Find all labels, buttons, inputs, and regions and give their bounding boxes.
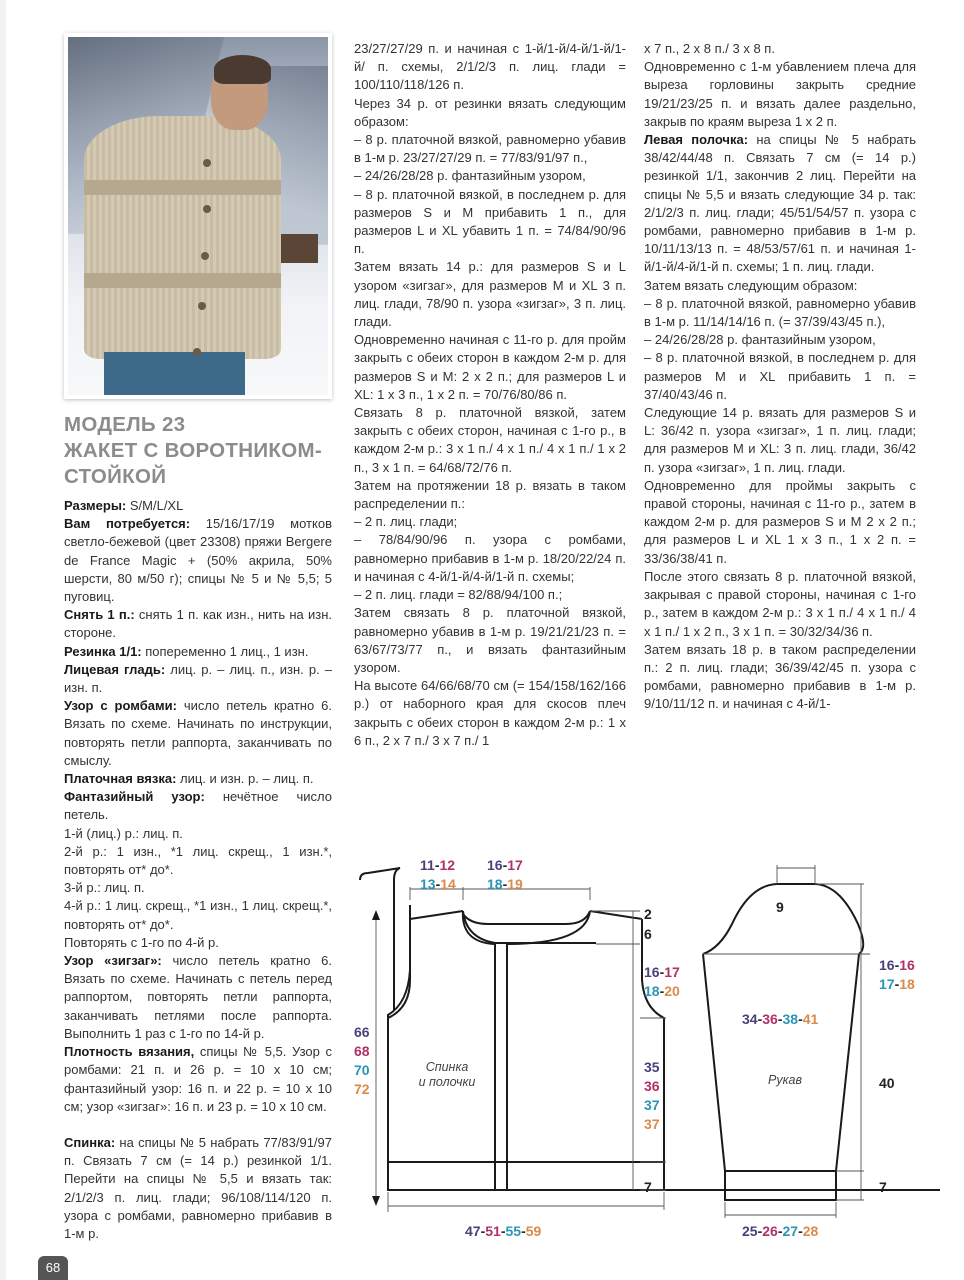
- size-s-value: 16: [487, 857, 503, 873]
- sleeve-cap-label-2: 17-18: [879, 976, 915, 992]
- paragraph: Затем вязать 18 р. в таком распределении п.: 2 п. лиц. глади; 36/39/42/45 п. узора с ромбами, равномерно прибавив в 1-м р. 9/10/11/12 п. и начиная с 4-й/1-: [644, 641, 916, 712]
- fancy-row-1: 1-й (лиц.) р.: лиц. п.: [64, 825, 183, 841]
- shoulder-width-label-1: 11-12: [420, 857, 456, 873]
- model-number: МОДЕЛЬ 23: [64, 413, 186, 436]
- paragraph: Затем вязать следующим образом:: [644, 277, 858, 293]
- slip-value: снять 1 п. как изн., нить на изн. стороне.: [64, 607, 333, 641]
- body-label-line-2: и полочки: [418, 1075, 476, 1089]
- rib-label: Резинка 1/1:: [64, 643, 142, 659]
- size-l-value: 17: [879, 976, 895, 992]
- size-m-value: 17: [507, 857, 523, 873]
- shoulder-width-label-2: 13-14: [420, 876, 456, 892]
- sleeve-upper-width-label: 34-36-38-41: [742, 1011, 819, 1027]
- diamond-label: Узор с ромбами:: [64, 698, 177, 714]
- paragraph: – 24/26/28/28 р. фантазийным узором,: [644, 332, 876, 348]
- size-xl-value: 59: [525, 1223, 542, 1239]
- title-line-2: СТОЙКОЙ: [64, 465, 167, 488]
- fancy-repeat: Повторять с 1-го по 4-й р.: [64, 934, 219, 950]
- left-front-paragraph: [644, 131, 916, 277]
- text-column-3: [644, 40, 916, 714]
- total-height-s: 66: [354, 1024, 370, 1040]
- page-title: [64, 412, 344, 490]
- materials-value: 15/16/17/19 мотков светло-бежевой (цвет 23308) пряжи Bergere de France Magic + (50% акрила, 50% шерсти, 80 м/50 г); спицы № 5 и № 5,5; 5 пуговиц.: [64, 516, 332, 605]
- size-xl-value: 14: [440, 876, 456, 892]
- shoulder-drop-label: 2: [644, 906, 652, 922]
- size-m-value: 26: [762, 1223, 778, 1239]
- stockinette-paragraph: [64, 661, 332, 697]
- neck-depth-label: 6: [644, 926, 652, 942]
- paragraph: – 2 п. лиц. глади;: [354, 514, 458, 530]
- slip-paragraph: [64, 606, 332, 642]
- paragraph: – 8 р. платочной вязкой, равномерно убавив в 1-м р. 11/14/14/16 п. (= 37/39/43/45 п.),: [644, 295, 916, 330]
- paragraph: Затем связать 8 р. платочной вязкой, равномерно убавив в 1-м р. 19/21/21/23 п. = 63/67/73/77 п., и вязать фантазийным узором.: [354, 605, 626, 675]
- paragraph: – 78/84/90/96 п. узора с ромбами, равномерно прибавив в 1-м р. 18/20/22/24 п. и начиная с 4-й/1-й/4-й/1-й п. схемы;: [354, 532, 626, 584]
- fancy-paragraph: [64, 788, 332, 824]
- size-m-value: 17: [664, 964, 680, 980]
- paragraph: – 8 р. платочной вязкой, в последнем р. для размеров S и M прибавить 1 п., для размеров L и XL убавить 1 п. = 74/84/90/96 п.: [354, 186, 626, 257]
- button-dot: [198, 302, 206, 310]
- rib-paragraph: [64, 643, 332, 661]
- zigzag-value: число петель кратно 6. Вязать по схеме. Начинать с петель перед раппортом, повторять петли раппорта, заканчивать петлями после раппорта. Выполнить 1 раз с 1-го по 14-й р.: [64, 953, 332, 1041]
- side-height-m: 36: [644, 1078, 660, 1094]
- diamond-paragraph: [64, 697, 332, 770]
- armhole-label-2: 18-20: [644, 983, 680, 999]
- fancy-value: нечётное число петель.: [64, 789, 332, 823]
- size-s-value: 16: [644, 964, 660, 980]
- sizes-paragraph: [64, 497, 332, 515]
- sleeve-cap-label-1: 16-16: [879, 957, 915, 973]
- back-value: на спицы № 5 набрать 77/83/91/97 п. Связать 7 см (= 14 р.) резинкой 1/1. Перейти на спицы № 5,5 и вязать так: 2/1/2/3 п. лиц. глади; 96/108/114/120 п. узора с ромбами, равномерно прибавив в 1-м р.: [64, 1134, 332, 1241]
- sweater-shape: [84, 116, 282, 359]
- fancy-row-4: 4-й р.: 1 лиц. скрещ., *1 изн., 1 лиц. скрещ.*, повторять от* до*.: [64, 898, 332, 932]
- armhole-label-1: 16-17: [644, 964, 680, 980]
- size-l-value: 38: [782, 1011, 799, 1027]
- page-number: 68: [38, 1256, 68, 1280]
- paragraph: После этого связать 8 р. платочной вязкой, закрывая с правой стороны, начиная с 1-го р., затем в каждом 2-м р.: 3 x 1 п./ 4 x 1 п./ 4 x 1 п./ 1 x 2 п., 3 x 1 п. = 30/32/34/36 п.: [644, 568, 916, 639]
- paragraph: – 24/26/28/28 р. фантазийным узором,: [354, 168, 586, 184]
- cuff-height-label: 7: [879, 1179, 887, 1195]
- paragraph: 23/27/27/29 п. и начиная с 1-й/1-й/4-й/1-й/1-й/ п. схемы, 2/1/2/3 п. лиц. глади = 100/110/118/126 п.: [354, 41, 626, 93]
- size-s-value: 47: [465, 1223, 481, 1239]
- fancy-label: Фантазийный узор:: [64, 789, 205, 805]
- materials-paragraph: [64, 515, 332, 606]
- zigzag-paragraph: [64, 952, 332, 1043]
- size-m-value: 16: [899, 957, 915, 973]
- paragraph: – 8 р. платочной вязкой, равномерно убавив в 1-м р. 23/27/27/29 п. = 77/83/91/97 п.,: [354, 132, 626, 166]
- garter-paragraph: [64, 770, 332, 788]
- paragraph: Одновременно начиная с 11-го р. для пройм закрыть с обеих сторон в каждом 2-м р. для размеров S и M: 2 x 2 п.; для размеров L и XL: 1 x 3 п., 1 x 2 п. = 70/76/80/86 п.: [354, 332, 626, 402]
- arrow-up-icon: [372, 910, 380, 920]
- pattern-schematic: [340, 840, 940, 1260]
- fancy-row-3: 3-й р.: лиц. п.: [64, 880, 145, 896]
- size-l-value: 18: [644, 983, 660, 999]
- left-front-label: Левая полочка:: [644, 132, 749, 148]
- spacer: [64, 1116, 332, 1134]
- sizes-label: Размеры:: [64, 498, 127, 513]
- paragraph: – 8 р. платочной вязкой, в последнем р. для размеров M и XL прибавить 1 п. = 37/40/43/46 п.: [644, 350, 916, 402]
- title-line-1: ЖАКЕТ С ВОРОТНИКОМ-: [64, 439, 322, 462]
- cuff-width-label: 25-26-27-28: [742, 1223, 819, 1239]
- size-l-value: 18: [487, 876, 503, 892]
- body-piece-label: [412, 1060, 482, 1090]
- neck-width-label-2: 18-19: [487, 876, 523, 892]
- paragraph: Затем вязать 14 р.: для размеров S и L узором «зигзаг», для размеров M и XL 3 п. лиц. глади, 78/90 п. узора «зигзаг», 3 п. лиц. глади.: [354, 259, 626, 330]
- stockinette-label: Лицевая гладь:: [64, 661, 166, 677]
- sleeve-piece-label: Рукав: [768, 1073, 802, 1087]
- rib-height-label: 7: [644, 1179, 652, 1195]
- size-xl-value: 28: [802, 1223, 819, 1239]
- garter-value: лиц. и изн. р. – лиц. п.: [176, 771, 314, 787]
- model-photo: [68, 37, 328, 395]
- total-height-m: 68: [354, 1043, 370, 1059]
- body-label-line-1: Спинка: [425, 1060, 469, 1074]
- size-s-value: 16: [879, 957, 895, 973]
- side-height-s: 35: [644, 1059, 660, 1075]
- paragraph: x 7 п., 2 x 8 п./ 3 x 8 п.: [644, 41, 775, 56]
- size-l-value: 13: [420, 876, 436, 892]
- size-xl-value: 41: [802, 1011, 819, 1027]
- body-width-label: 47-51-55-59: [465, 1223, 542, 1239]
- slip-label: Снять 1 п.:: [64, 607, 135, 623]
- size-l-value: 27: [782, 1223, 799, 1239]
- size-xl-value: 19: [507, 876, 523, 892]
- model-photo-frame: [64, 33, 332, 399]
- sleeve-top-width-label: 9: [776, 899, 784, 915]
- back-paragraph: [64, 1134, 332, 1243]
- text-column-1: [64, 497, 332, 1243]
- paragraph: – 2 п. лиц. глади = 82/88/94/100 п.;: [354, 587, 563, 603]
- sweater-band: [84, 273, 282, 287]
- size-s-value: 11: [420, 857, 435, 873]
- side-height-xl: 37: [644, 1116, 660, 1132]
- stockinette-value: лиц. р. – лиц. п., изн. р. – изн. п.: [64, 661, 333, 696]
- arrow-down-icon: [372, 1196, 380, 1206]
- size-l-value: 55: [505, 1223, 522, 1239]
- button-dot: [201, 252, 209, 260]
- size-m-value: 12: [439, 857, 456, 873]
- paragraph: На высоте 64/66/68/70 см (= 154/158/162/166 р.) от наборного края для скосов плеч закрыть с обеих сторон в каждом 2-м р.: 1 x 6 п., 2 x 7 п./ 3 x 7 п./ 1: [354, 678, 626, 748]
- model-jeans: [104, 352, 244, 395]
- gauge-label: Плотность вязания,: [64, 1044, 195, 1060]
- schematic-lines: [340, 840, 940, 1260]
- text-column-2: [354, 40, 626, 750]
- gauge-value: спицы № 5,5. Узор с ромбами: 21 п. и 26 р. = 10 x 10 см; фантазийный узор: 16 п. и 22 р. = 10 x 10 см; узор «зигзаг»: 16 п. и 23 р. = 10 x 10 см.: [64, 1044, 332, 1114]
- paragraph: Следующие 14 р. вязать для размеров S и L: 36/42 п. узора «зигзаг», 1 п. лиц. глади; для размеров M и XL: 3 п. лиц. глади, 36/42 п. узора «зигзаг», 1 п. лиц. глади.: [644, 405, 916, 475]
- zigzag-label: Узор «зигзаг»:: [64, 953, 162, 969]
- sweater-band: [84, 180, 282, 194]
- diamond-value: число петель кратно 6. Вязать по схеме. Начинать по инструкции, повторять петли раппорта, заканчивать по смыслу.: [64, 698, 332, 768]
- rib-value: попеременно 1 лиц., 1 изн.: [141, 643, 309, 659]
- neck-width-label-1: 16-17: [487, 857, 523, 873]
- sizes-value: S/M/L/XL: [126, 498, 184, 513]
- model-hair: [214, 55, 271, 84]
- paragraph: Через 34 р. от резинки вязать следующим образом:: [354, 95, 626, 129]
- gauge-paragraph: [64, 1043, 332, 1116]
- size-m-value: 36: [762, 1011, 778, 1027]
- size-s-value: 25: [742, 1223, 758, 1239]
- size-s-value: 34: [742, 1011, 758, 1027]
- left-front-value: на спицы № 5 набрать 38/42/44/48 п. Связать 7 см (= 14 р.) резинкой 1/1, закончив 2 лиц. Перейти на спицы № 5,5 и вязать следующие 34 р. так: 2/1/2/3 п. лиц. глади; 45/51/54/57 п. узора с ромбами, равномерно прибавив в 1-м р. 10/11/13/13 п. = 48/53/57/61 п. и начиная 1-й/1-й/4-й/1-й п. схемы; 1 п. лиц. глади.: [644, 132, 916, 275]
- paragraph: Одновременно для проймы закрыть с правой стороны, начиная с 11-го р., затем в каждом 2-м р. для размеров S и M 2 x 2 п.; для размеров L и XL 1 x 3 п., 1 x 2 п. = 33/36/38/41 п.: [644, 477, 916, 566]
- total-height-l: 70: [354, 1062, 370, 1078]
- back-label: Спинка:: [64, 1134, 116, 1150]
- paragraph: Затем на протяжении 18 р. вязать в таком распределении п.:: [354, 477, 626, 512]
- fancy-row-2: 2-й р.: 1 изн., *1 лиц. скрещ., 1 изн.*, повторять от* до*.: [64, 843, 332, 878]
- paragraph: Связать 8 р. платочной вязкой, затем закрыть с обеих сторон, начиная с 1-го р., в каждом 2-м р.: 3 x 1 п./ 4 x 1 п./ 4 x 1 п./ 1 x 2 п., 3 x 1 п. = 64/68/72/76 п.: [354, 405, 626, 475]
- size-m-value: 51: [485, 1223, 501, 1239]
- materials-label: Вам потребуется:: [64, 516, 191, 532]
- size-xl-value: 20: [664, 983, 680, 999]
- side-height-l: 37: [644, 1097, 660, 1113]
- button-dot: [203, 159, 211, 167]
- paragraph: Одновременно с 1-м убавлением плеча для выреза горловины закрыть средние 19/21/23/25 п. и вязать далее раздельно, закрыв по краям выреза 1 x 2 п.: [644, 59, 916, 129]
- sleeve-length-label: 40: [879, 1075, 895, 1091]
- garter-label: Платочная вязка:: [64, 771, 177, 787]
- size-xl-value: 18: [899, 976, 915, 992]
- total-height-xl: 72: [354, 1081, 370, 1097]
